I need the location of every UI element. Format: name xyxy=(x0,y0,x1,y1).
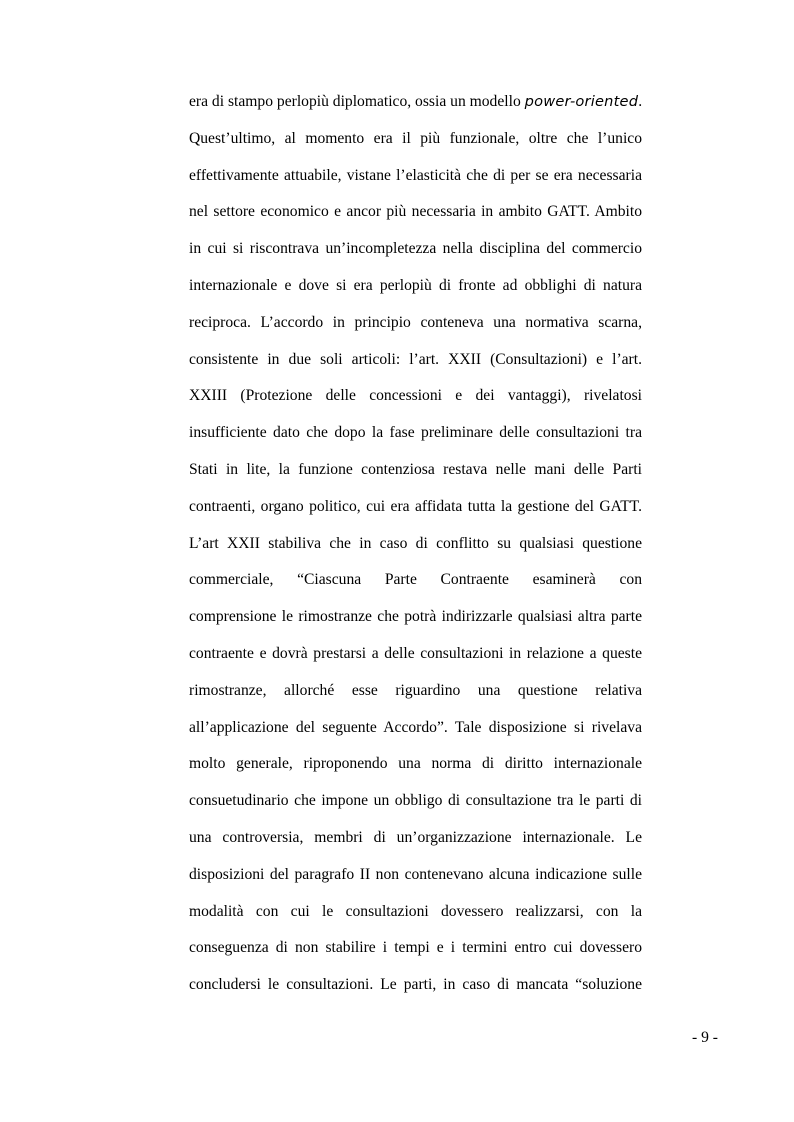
text-line: commerciale, “Ciascuna Parte Contraente esaminerà con xyxy=(189,571,642,589)
text-line: all’applicazione del seguente Accordo”. Tale disposizione si rivelava xyxy=(189,718,642,736)
emphasized-term: power-oriented xyxy=(524,93,639,110)
text-line: concludersi le consultazioni. Le parti, in caso di mancata “soluzione xyxy=(189,976,642,994)
body-text xyxy=(189,89,642,1009)
text-line: comprensione le rimostranze che potrà indirizzarle qualsiasi altra parte xyxy=(189,608,642,626)
text-line: rimostranze, allorché esse riguardino una questione relativa xyxy=(189,681,642,699)
text-line xyxy=(189,89,642,126)
text-line: in cui si riscontrava un’incompletezza nella disciplina del commercio xyxy=(189,240,642,258)
text-line: Quest’ultimo, al momento era il più funzionale, oltre che l’unico xyxy=(189,129,642,147)
text-line: una controversia, membri di un’organizzazione internazionale. Le xyxy=(189,828,642,846)
text-line: contraenti, organo politico, cui era affidata tutta la gestione del GATT. xyxy=(189,497,642,515)
page-number: - 9 - xyxy=(692,1029,718,1046)
text-line: Stati in lite, la funzione contenziosa restava nelle mani delle Parti xyxy=(189,460,642,478)
text-line: contraente e dovrà prestarsi a delle consultazioni in relazione a queste xyxy=(189,644,642,662)
text-line: effettivamente attuabile, vistane l’elasticità che di per se era necessaria xyxy=(189,166,642,184)
text-line: internazionale e dove si era perlopiù di fronte ad obblighi di natura xyxy=(189,276,642,294)
text-line: conseguenza di non stabilire i tempi e i termini entro cui dovessero xyxy=(189,939,642,957)
text-line: consuetudinario che impone un obbligo di consultazione tra le parti di xyxy=(189,792,642,810)
text-line: reciproca. L’accordo in principio conteneva una normativa scarna, xyxy=(189,313,642,331)
text-line: molto generale, riproponendo una norma di diritto internazionale xyxy=(189,755,642,773)
text-line: nel settore economico e ancor più necessaria in ambito GATT. Ambito xyxy=(189,203,642,221)
text-line: XXIII (Protezione delle concessioni e dei vantaggi), rivelatosi xyxy=(189,387,642,405)
text-run: era di stampo perlopiù diplomatico, ossia un modello xyxy=(189,93,525,110)
text-line: L’art XXII stabiliva che in caso di conflitto su qualsiasi questione xyxy=(189,534,642,552)
text-line: disposizioni del paragrafo II non contenevano alcuna indicazione sulle xyxy=(189,865,642,883)
text-line: modalità con cui le consultazioni dovessero realizzarsi, con la xyxy=(189,902,642,920)
text-line: insufficiente dato che dopo la fase preliminare delle consultazioni tra xyxy=(189,424,642,442)
text-run: . xyxy=(638,93,642,110)
text-line: consistente in due soli articoli: l’art. XXII (Consultazioni) e l’art. xyxy=(189,350,642,368)
